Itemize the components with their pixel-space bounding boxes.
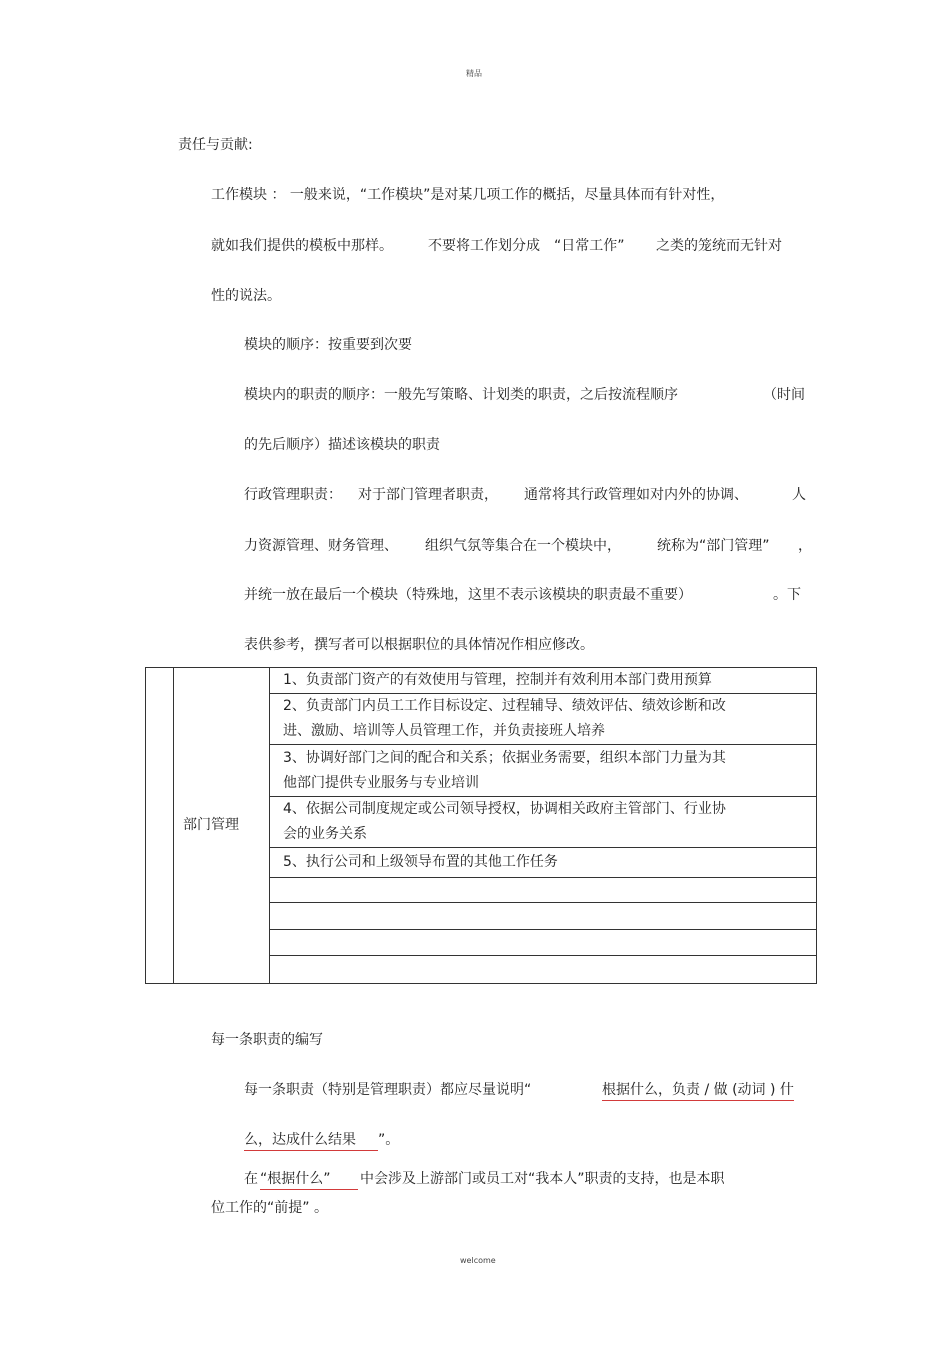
paragraph-line: 人 bbox=[792, 487, 806, 503]
paragraph-line: 对于部门管理者职责， bbox=[358, 487, 498, 503]
paragraph-line: 中会涉及上游部门或员工对“我本人”职责的支持，也是本职 bbox=[360, 1171, 725, 1187]
section-heading: 责任与贡献: bbox=[178, 137, 253, 153]
duty-text: 1、负责部门资产的有效使用与管理，控制并有效利用本部门费用预算 bbox=[283, 672, 712, 688]
paragraph-line: 在 bbox=[244, 1171, 258, 1187]
page-footer: welcome bbox=[460, 1256, 496, 1265]
paragraph-line: “日常工作” bbox=[554, 238, 625, 254]
paragraph-line: 每一条职责（特别是管理职责）都应尽量说明“ bbox=[244, 1082, 532, 1098]
subsection-title: 每一条职责的编写 bbox=[211, 1032, 323, 1048]
paragraph-line: 行政管理职责： bbox=[244, 487, 342, 503]
paragraph-line: 并统一放在最后一个模块（特殊地，这里不表示该模块的职责最不重要） bbox=[244, 587, 692, 603]
paragraph-line: 。下 bbox=[773, 587, 801, 603]
page-header: 精品 bbox=[466, 69, 482, 78]
paragraph-line: 模块的顺序：按重要到次要 bbox=[244, 337, 412, 353]
paragraph-line: 的先后顺序）描述该模块的职责 bbox=[244, 437, 440, 453]
paragraph-line: 不要将工作划分成 bbox=[428, 238, 540, 254]
table-row bbox=[146, 668, 817, 694]
paragraph-line: （时间 bbox=[763, 387, 805, 403]
paragraph-line: 力资源管理、财务管理、 bbox=[244, 538, 398, 554]
underlined-phrase: “根据什么” bbox=[260, 1168, 358, 1190]
duty-cell bbox=[270, 797, 817, 848]
underlined-phrase: 根据什么，负责 / 做 (动词 ) 什 bbox=[602, 1079, 794, 1101]
duty-cell bbox=[270, 745, 817, 797]
paragraph-line: 统称为“部门管理” bbox=[657, 538, 770, 554]
module-name-cell: 部门管理 bbox=[174, 668, 270, 984]
paragraph-line: 模块内的职责的顺序：一般先写策略、计划类的职责，之后按流程顺序 bbox=[244, 387, 678, 403]
paragraph-line: 位工作的“前提” 。 bbox=[211, 1200, 328, 1216]
paragraph-line: 表供参考，撰写者可以根据职位的具体情况作相应修改。 bbox=[244, 637, 594, 653]
duty-cell bbox=[270, 694, 817, 745]
paragraph-line: 就如我们提供的模板中那样。 bbox=[211, 238, 393, 254]
duty-cell bbox=[270, 956, 817, 984]
paragraph-line: ”。 bbox=[378, 1132, 400, 1148]
duty-cell bbox=[270, 930, 817, 956]
blank-column-cell bbox=[146, 668, 174, 984]
duty-text: 4、依据公司制度规定或公司领导授权，协调相关政府主管部门、行业协 会的业务关系 bbox=[283, 801, 726, 842]
duty-cell bbox=[270, 668, 817, 694]
duty-cell bbox=[270, 848, 817, 878]
paragraph-line: 通常将其行政管理如对内外的协调、 bbox=[524, 487, 748, 503]
duty-cell bbox=[270, 878, 817, 903]
paragraph-line: 性的说法。 bbox=[211, 288, 281, 304]
paragraph-line: 组织气氛等集合在一个模块中， bbox=[425, 538, 621, 554]
duty-text: 3、协调好部门之间的配合和关系；依据业务需要，组织本部门力量为其 他部门提供专业服务与专业培训 bbox=[283, 749, 726, 791]
duty-table bbox=[145, 667, 817, 984]
paragraph-line: ， bbox=[798, 538, 812, 554]
duty-cell bbox=[270, 903, 817, 930]
paragraph-line: 之类的笼统而无针对 bbox=[656, 238, 782, 254]
underlined-phrase: 么，达成什么结果 bbox=[244, 1129, 378, 1151]
duty-text: 2、负责部门内员工工作目标设定、过程辅导、绩效评估、绩效诊断和改 进、激励、培训等人员管理工作，并负责接班人培养 bbox=[283, 698, 726, 739]
duty-text: 5、执行公司和上级领导布置的其他工作任务 bbox=[283, 854, 558, 870]
paragraph-line: 工作模块 ： 一般来说，“工作模块”是对某几项工作的概括，尽量具体而有针对性， bbox=[211, 187, 725, 203]
